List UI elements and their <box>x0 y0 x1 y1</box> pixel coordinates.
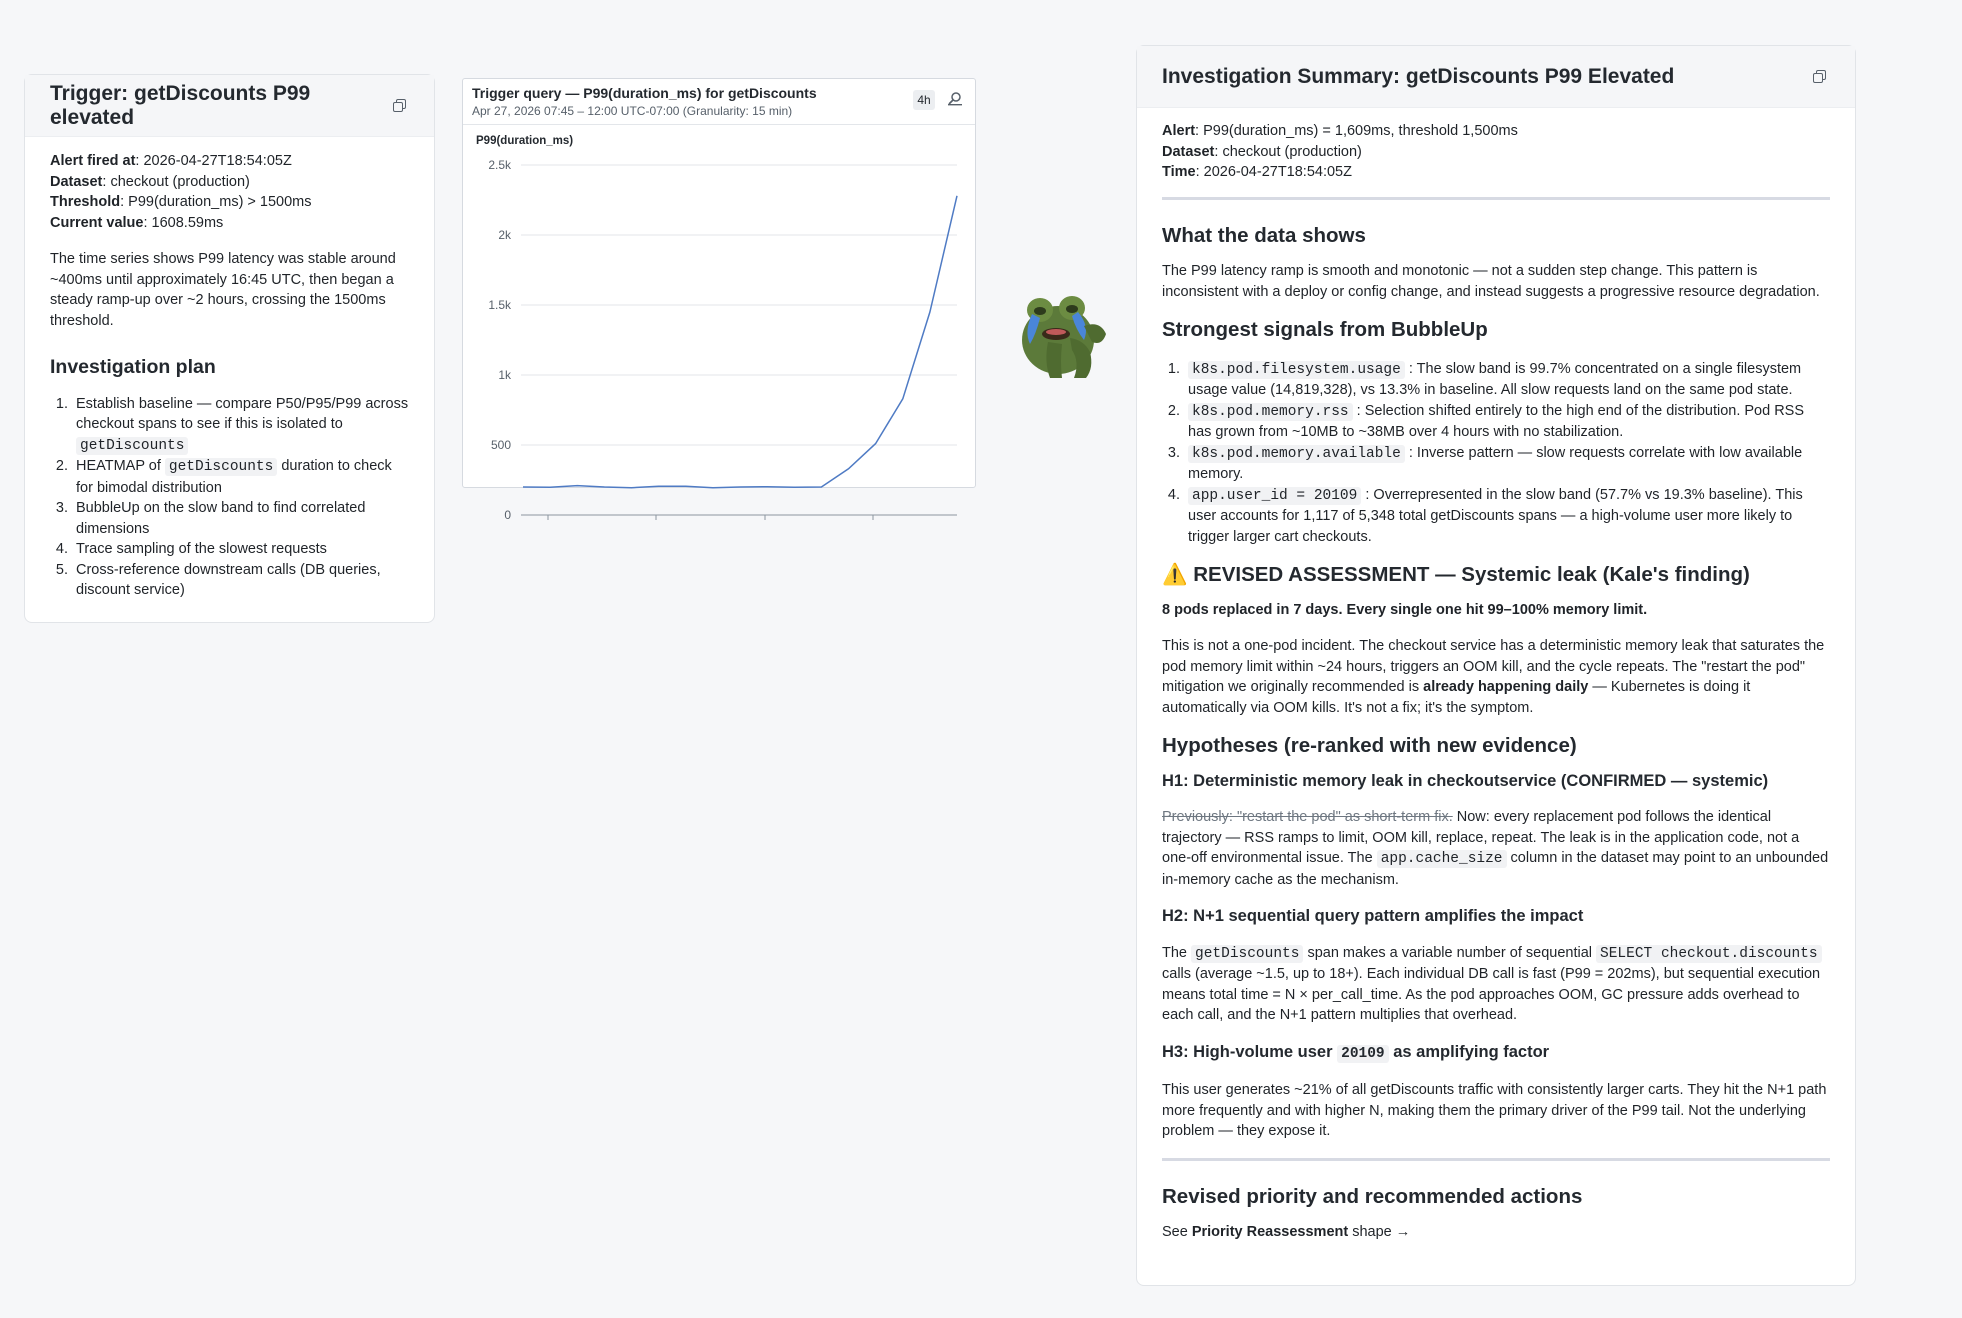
y-tick-label: 0 <box>504 508 511 522</box>
h1-text: Previously: "restart the pod" as short-term fix. Now: every replacement pod follows the identical trajectory — RSS ramps to limit, OOM kill, replace, repeat. The leak is in the application code, not a one-off environmental issue. The app.cache_size column in the dataset may point to an unbounded in-memory cache as the mechanism. <box>1162 809 1829 888</box>
divider <box>1162 1158 1830 1161</box>
actions-heading: Revised priority and recommended actions <box>1162 1184 1583 1208</box>
y-tick-label: 1k <box>498 368 511 382</box>
list-item: 2. k8s.pod.memory.rss : Selection shifted entirely to the high end of the distribution. Pod RSS has grown from ~10MB to ~38MB over 4 hours with no stabilization. <box>1184 401 1830 443</box>
revised-bold: 8 pods replaced in 7 days. Every single one hit 99–100% memory limit. <box>1162 601 1648 618</box>
divider <box>1162 197 1830 200</box>
list-item: 1. Establish baseline — compare P50/P95/P99 across checkout spans to see if this is isolated to getDiscounts <box>72 394 409 457</box>
data-text: The P99 latency ramp is smooth and monotonic — not a sudden step change. This pattern is inconsistent with a deploy or config change, and instead suggests a progressive resource degradation. <box>1162 263 1820 300</box>
h2-title: H2: N+1 sequential query pattern amplifies the impact <box>1162 907 1584 925</box>
h3-title: H3: High-volume user 20109 as amplifying factor <box>1162 1042 1550 1062</box>
data-heading: What the data shows <box>1162 223 1366 247</box>
plan-heading: Investigation plan <box>50 356 216 378</box>
y-tick-label: 2.5k <box>488 158 511 172</box>
h2-text: The getDiscounts span makes a variable number of sequential SELECT checkout.discounts calls (average ~1.5, up to 18+). Each individual DB call is fast (P99 = 202ms), but sequential execution means total time = N × per_call_time. As the pod approaches OOM, GC pressure adds overhead to each call, and the N+1 pattern multiplies that overhead. <box>1162 944 1821 1023</box>
list-item: 2. HEATMAP of getDiscounts duration to check for bimodal distribution <box>72 456 409 498</box>
query-icon[interactable] <box>947 91 963 107</box>
list-item: 1. k8s.pod.filesystem.usage : The slow band is 99.7% concentrated on a single filesystem usage value (14,819,328), vs 13.3% in baseline. All slow requests land on the same pod state. <box>1184 359 1830 401</box>
chart-subtitle: Apr 27, 2026 07:45 – 12:00 UTC-07:00 (Granularity: 15 min) <box>472 104 793 118</box>
chart-title: Trigger query — P99(duration_ms) for getDiscounts <box>472 85 817 101</box>
copy-icon[interactable] <box>391 97 409 115</box>
chart-header <box>463 79 975 125</box>
y-tick-label: 500 <box>490 438 511 452</box>
list-item: 3. BubbleUp on the slow band to find correlated dimensions <box>72 498 409 539</box>
priority-link[interactable]: Priority Reassessment <box>1191 1224 1349 1240</box>
actions-text: See Priority Reassessment shape → <box>1162 1224 1411 1240</box>
revised-heading: ⚠️ REVISED ASSESSMENT — Systemic leak (Kale's finding) <box>1162 563 1750 586</box>
copy-icon[interactable] <box>1811 68 1829 86</box>
time-line: Time: 2026-04-27T18:54:05Z <box>1162 164 1352 180</box>
signals-list <box>1162 359 1830 548</box>
alert-fired-line: Alert fired at: 2026-04-27T18:54:05Z <box>50 153 292 169</box>
y-tick-label: 2k <box>498 228 511 242</box>
list-item: 4. Trace sampling of the slowest requests <box>72 539 409 560</box>
trigger-query-chart <box>462 78 976 522</box>
list-item: 5. Cross-reference downstream calls (DB queries, discount service) <box>72 560 409 601</box>
crying-frog-icon <box>1010 282 1110 382</box>
trigger-description: The time series shows P99 latency was stable around ~400ms until approximately 16:45 UTC, then began a steady ramp-up over ~2 hours, crossing the 1500ms threshold. <box>50 251 396 329</box>
signals-heading: Strongest signals from BubbleUp <box>1162 318 1488 341</box>
summary-card <box>1136 45 1856 1286</box>
alert-line: Alert: P99(duration_ms) = 1,609ms, threshold 1,500ms <box>1162 123 1518 139</box>
threshold-line: Threshold: P99(duration_ms) > 1500ms <box>50 194 312 210</box>
trigger-card <box>24 74 435 623</box>
current-value-line: Current value: 1608.59ms <box>50 214 224 231</box>
list-item: 4. app.user_id = 20109 : Overrepresented in the slow band (57.7% vs 19.3% baseline). This user accounts for 1,117 of 5,348 total getDiscounts spans — a high-volume user more likely to trigger larger cart checkouts. <box>1184 485 1830 548</box>
warning-icon: ⚠️ <box>1162 563 1188 586</box>
h3-text: This user generates ~21% of all getDiscounts traffic with consistently larger carts. They hit the N+1 path more frequently and with higher N, making them the primary driver of the P99 tail. Not the underlying problem — they expose it. <box>1162 1082 1827 1139</box>
chart-plot <box>463 125 975 522</box>
time-range-chip[interactable]: 4h <box>913 90 935 110</box>
plan-list <box>50 394 409 601</box>
h1-title: H1: Deterministic memory leak in checkoutservice (CONFIRMED — systemic) <box>1162 771 1769 790</box>
dataset-line: Dataset: checkout (production) <box>1162 143 1362 160</box>
y-axis-label: P99(duration_ms) <box>476 135 574 147</box>
list-item: 3. k8s.pod.memory.available : Inverse pattern — slow requests correlate with low available memory. <box>1184 443 1830 485</box>
series-line <box>523 196 957 488</box>
revised-text: This is not a one-pod incident. The checkout service has a deterministic memory leak that saturates the pod memory limit within ~24 hours, triggers an OOM kill, and the cycle repeats. The "restart the pod" mitigation we originally recommended is already happening daily — Kubernetes is doing it automatically via OOM kills. It's not a fix; it's the symptom. <box>1162 638 1825 716</box>
summary-title: Investigation Summary: getDiscounts P99 Elevated <box>1162 64 1675 88</box>
hypotheses-heading: Hypotheses (re-ranked with new evidence) <box>1162 734 1577 757</box>
dataset-line: Dataset: checkout (production) <box>50 173 250 190</box>
y-tick-label: 1.5k <box>488 298 511 312</box>
trigger-card-title: Trigger: getDiscounts P99 elevated <box>50 81 311 129</box>
